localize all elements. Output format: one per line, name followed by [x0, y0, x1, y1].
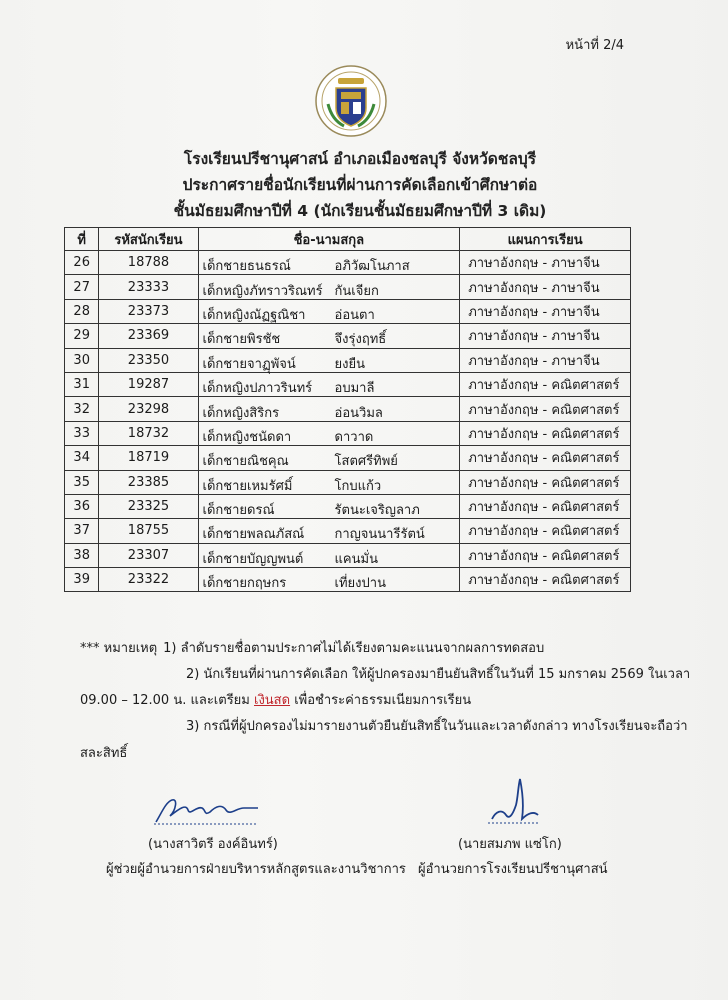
table-row: [65, 519, 631, 543]
row-number: 37: [65, 519, 99, 543]
student-name-cell: [198, 372, 460, 396]
student-first-name: เด็กชายจาฏุพัจน์: [202, 356, 296, 372]
table-body: [65, 251, 631, 592]
table-row: [65, 348, 631, 372]
student-last-name: แคนมั่น: [334, 551, 378, 567]
study-plan: ภาษาอังกฤษ - ภาษาจีน: [460, 251, 631, 275]
student-name-cell: [198, 568, 460, 592]
note-item-2-line-2: [80, 689, 471, 710]
school-crest-icon: [314, 64, 388, 138]
student-name-cell: [198, 299, 460, 323]
student-first-name: เด็กหญิงภัทราวริณทร์: [202, 283, 323, 299]
student-first-name: เด็กหญิงณัฏฐณิชา: [202, 307, 306, 323]
student-last-name: เที่ยงปาน: [334, 576, 386, 592]
study-plan: ภาษาอังกฤษ - ภาษาจีน: [460, 275, 631, 299]
student-id: 18788: [99, 251, 198, 275]
table-row: [65, 299, 631, 323]
row-number: 29: [65, 324, 99, 348]
col-header-name: ชื่อ-นามสกุล: [198, 228, 460, 251]
row-number: 27: [65, 275, 99, 299]
signature-right-icon: [484, 775, 544, 830]
student-name-cell: [198, 251, 460, 275]
table-row: [65, 543, 631, 567]
table-row: [65, 568, 631, 592]
signer-right-title: ผู้อำนวยการโรงเรียนปรีชานุศาสน์: [418, 862, 608, 877]
student-name-cell: [198, 324, 460, 348]
student-last-name: อ่อนวิมล: [334, 405, 383, 421]
note-label: *** หมายเหตุ: [80, 641, 158, 656]
student-first-name: เด็กหญิงชนัดดา: [202, 429, 292, 445]
student-name-cell: [198, 519, 460, 543]
student-last-name: กันเจียก: [334, 283, 379, 299]
row-number: 33: [65, 421, 99, 445]
announcement-title: ประกาศรายชื่อนักเรียนที่ผ่านการคัดเลือกเข้าศึกษาต่อ: [182, 176, 538, 194]
note-item-2-line-1: 2) นักเรียนที่ผ่านการคัดเลือก ให้ผู้ปกครองมายืนยันสิทธิ์ในวันที่ 15 มกราคม 2569 ในเวลา: [186, 667, 691, 682]
student-first-name: เด็กหญิงปภาวรินทร์: [202, 381, 313, 397]
student-last-name: อภิวัฒโนภาส: [334, 259, 410, 275]
row-number: 39: [65, 568, 99, 592]
student-first-name: เด็กชายธนธรณ์: [202, 259, 291, 275]
student-first-name: เด็กหญิงสิริกร: [202, 405, 280, 421]
student-id: 23322: [99, 568, 198, 592]
student-first-name: เด็กชายบัญญพนต์: [202, 551, 304, 567]
row-number: 36: [65, 494, 99, 518]
student-id: 23369: [99, 324, 198, 348]
student-id: 23385: [99, 470, 198, 494]
student-id: 23298: [99, 397, 198, 421]
note-item-3-line-1: 3) กรณีที่ผู้ปกครองไม่มารายงานตัวยืนยันสิทธิ์ในวันและเวลาดังกล่าว ทางโรงเรียนจะถือว่า: [186, 719, 688, 734]
row-number: 38: [65, 543, 99, 567]
student-id: 23333: [99, 275, 198, 299]
table-row: [65, 372, 631, 396]
row-number: 35: [65, 470, 99, 494]
student-id: 23350: [99, 348, 198, 372]
table-header-row: [65, 228, 631, 251]
student-last-name: อบมาลี: [334, 381, 375, 397]
student-last-name: ดาวาด: [334, 429, 374, 445]
study-plan: ภาษาอังกฤษ - คณิตศาสตร์: [460, 470, 631, 494]
page-number: หน้าที่ 2/4: [565, 38, 624, 53]
note-text-1: 1) ลำดับรายชื่อตามประกาศไม่ได้เรียงตามคะแนนจากผลการทดสอบ: [163, 641, 545, 656]
col-header-plan: แผนการเรียน: [460, 228, 631, 251]
study-plan: ภาษาอังกฤษ - คณิตศาสตร์: [460, 519, 631, 543]
col-header-id: รหัสนักเรียน: [99, 228, 198, 251]
student-name-cell: [198, 397, 460, 421]
student-last-name: โกบแก้ว: [334, 478, 382, 494]
student-name-cell: [198, 470, 460, 494]
table-row: [65, 397, 631, 421]
study-plan: ภาษาอังกฤษ - คณิตศาสตร์: [460, 494, 631, 518]
row-number: 26: [65, 251, 99, 275]
note-item-3-line-2: สละสิทธิ์: [80, 746, 128, 761]
study-plan: ภาษาอังกฤษ - คณิตศาสตร์: [460, 397, 631, 421]
student-first-name: เด็กชายดรณ์: [202, 503, 275, 519]
table-row: [65, 494, 631, 518]
student-id: 23325: [99, 494, 198, 518]
study-plan: ภาษาอังกฤษ - คณิตศาสตร์: [460, 372, 631, 396]
student-first-name: เด็กชายกฤษกร: [202, 576, 287, 592]
student-id: 19287: [99, 372, 198, 396]
student-id: 23307: [99, 543, 198, 567]
student-first-name: เด็กชายเหมรัศมิ์: [202, 478, 293, 494]
study-plan: ภาษาอังกฤษ - ภาษาจีน: [460, 324, 631, 348]
study-plan: ภาษาอังกฤษ - คณิตศาสตร์: [460, 543, 631, 567]
row-number: 32: [65, 397, 99, 421]
cash-highlight: เงินสด: [254, 693, 291, 708]
signer-left-name: (นางสาวิตรี องค์อินทร์): [148, 837, 278, 852]
study-plan: ภาษาอังกฤษ - คณิตศาสตร์: [460, 568, 631, 592]
student-name-cell: [198, 494, 460, 518]
study-plan: ภาษาอังกฤษ - คณิตศาสตร์: [460, 446, 631, 470]
student-name-cell: [198, 543, 460, 567]
student-last-name: รัตนะเจริญลาภ: [334, 503, 420, 519]
col-header-no: ที่: [65, 228, 99, 251]
student-first-name: เด็กชายพิรชัช: [202, 332, 281, 348]
table-row: [65, 446, 631, 470]
student-last-name: จึงรุ่งฤทธิ์: [334, 332, 387, 348]
student-id: 23373: [99, 299, 198, 323]
student-name-cell: [198, 421, 460, 445]
study-plan: ภาษาอังกฤษ - ภาษาจีน: [460, 348, 631, 372]
student-last-name: อ่อนตา: [334, 307, 375, 323]
student-id: 18719: [99, 446, 198, 470]
study-plan: ภาษาอังกฤษ - คณิตศาสตร์: [460, 421, 631, 445]
student-last-name: โสตศรีทิพย์: [334, 454, 398, 470]
student-id: 18755: [99, 519, 198, 543]
table-row: [65, 275, 631, 299]
student-name-cell: [198, 348, 460, 372]
row-number: 28: [65, 299, 99, 323]
student-name-cell: [198, 446, 460, 470]
student-last-name: กาญจนนารีรัตน์: [334, 527, 425, 543]
table-row: [65, 251, 631, 275]
note-item-2-before: 09.00 – 12.00 น. และเตรียม: [80, 693, 254, 708]
student-table: [64, 227, 631, 592]
note-item-2-after: เพื่อชำระค่าธรรมเนียมการเรียน: [290, 693, 472, 708]
study-plan: ภาษาอังกฤษ - ภาษาจีน: [460, 299, 631, 323]
note-item-1: [80, 637, 544, 658]
student-first-name: เด็กชายพลณภัสณ์: [202, 527, 305, 543]
signer-right-name: (นายสมภพ แซ่โก): [458, 837, 562, 852]
student-last-name: ยงยืน: [334, 356, 366, 372]
table-row: [65, 421, 631, 445]
student-name-cell: [198, 275, 460, 299]
signer-left-title: ผู้ช่วยผู้อำนวยการฝ่ายบริหารหลักสูตรและงานวิชาการ: [106, 862, 406, 877]
student-first-name: เด็กชายณิชคุณ: [202, 454, 289, 470]
school-title: โรงเรียนปรีชานุศาสน์ อำเภอเมืองชลบุรี จังหวัดชลบุรี: [183, 150, 537, 168]
row-number: 31: [65, 372, 99, 396]
signature-left-icon: [152, 790, 262, 830]
row-number: 30: [65, 348, 99, 372]
table-row: [65, 470, 631, 494]
grade-subtitle: ชั้นมัธยมศึกษาปีที่ 4 (นักเรียนชั้นมัธยมศึกษาปีที่ 3 เดิม): [173, 202, 547, 220]
table-row: [65, 324, 631, 348]
row-number: 34: [65, 446, 99, 470]
student-id: 18732: [99, 421, 198, 445]
